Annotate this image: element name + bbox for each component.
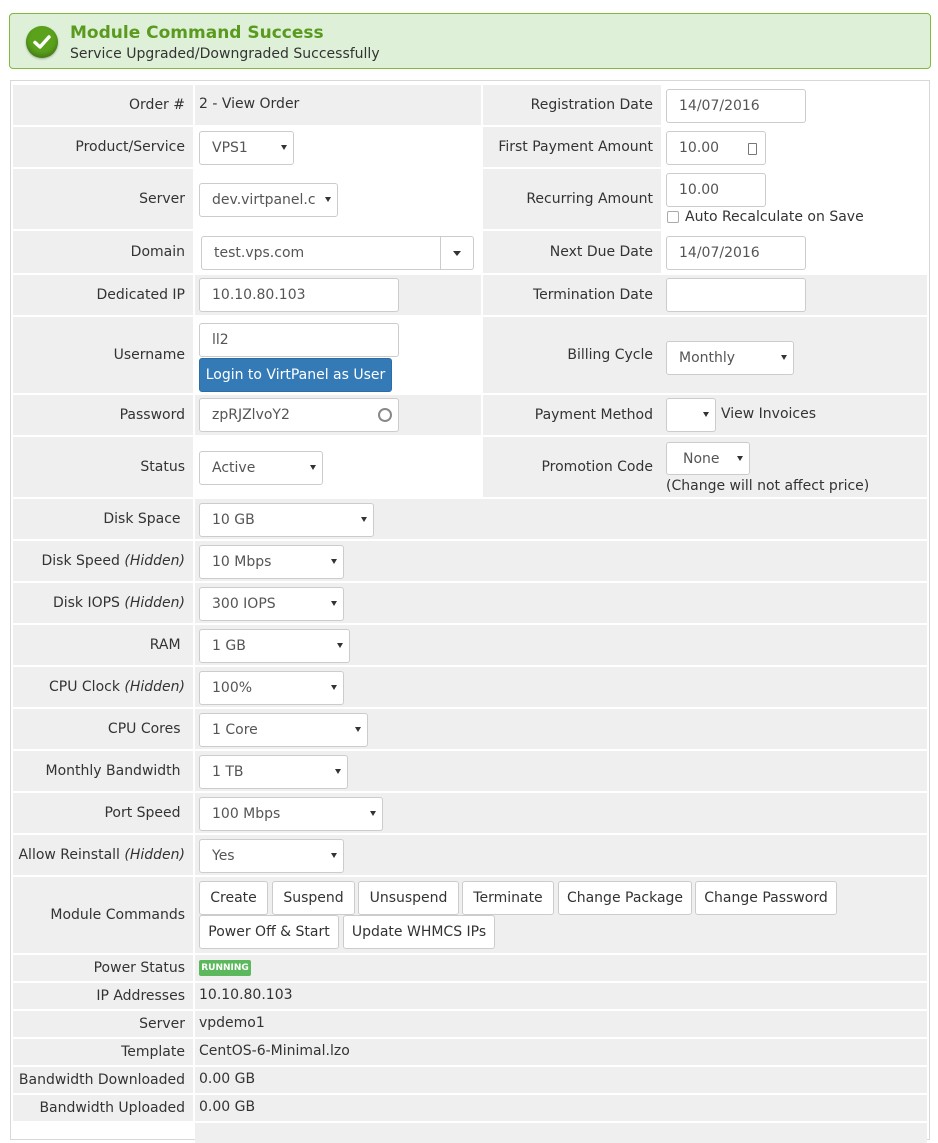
product-field [195,127,481,167]
option-field-ram [195,625,927,665]
option-label-disk-space: Disk Space [13,499,193,539]
first-payment-field [661,127,927,167]
next-due-date-input[interactable]: 14/07/2016 [666,236,806,270]
billing-cycle-select[interactable]: Monthly [666,341,794,375]
username-label: Username [13,317,193,393]
chevron-down-icon [331,685,337,690]
promotion-code-field [661,437,927,497]
product-select[interactable]: VPS1 [199,131,294,165]
generate-password-icon[interactable] [378,408,392,422]
view-invoices-link[interactable]: View Invoices [721,406,817,422]
payment-method-field [661,395,927,435]
chevron-down-icon [703,412,709,417]
domain-label: Domain [13,231,193,273]
trailing-row [195,1123,927,1143]
server-select[interactable]: dev.virtpanel.c [199,183,338,217]
registration-date-label: Registration Date [483,85,661,125]
chevron-down-icon [737,456,743,461]
info-server-field [195,1011,927,1037]
username-input[interactable]: ll2 [199,323,399,357]
billing-cycle-field [661,317,927,393]
alert-message: Service Upgraded/Downgraded Successfully [70,46,380,62]
server-field [195,169,481,229]
info-server-value: vpdemo1 [199,1015,265,1031]
order-link[interactable]: 2 - View Order [199,96,300,112]
domain-dropdown-button[interactable] [440,236,474,270]
option-field-allow-reinstall [195,835,927,875]
alert-title: Module Command Success [70,23,324,43]
dedicated-ip-label: Dedicated IP [13,275,193,315]
recurring-amount-input[interactable]: 10.00 [666,173,766,207]
first-payment-label: First Payment Amount [483,127,661,167]
module-commands-label: Module Commands [13,877,193,953]
option-field-disk-speed [195,541,927,581]
cpu-cores-select[interactable]: 1 Core [199,713,368,747]
bandwidth-uploaded-value: 0.00 GB [199,1099,256,1115]
order-field [195,85,481,125]
option-field-cpu-clock [195,667,927,707]
template-label: Template [13,1039,193,1065]
product-label: Product/Service [13,127,193,167]
unsuspend-button[interactable]: Unsuspend [358,881,459,915]
chevron-down-icon [281,145,287,150]
registration-date-field [661,85,927,125]
dedicated-ip-field [195,275,481,315]
option-field-disk-space [195,499,927,539]
option-label-monthly-bandwidth: Monthly Bandwidth [13,751,193,791]
termination-date-field [661,275,927,315]
power-off-start-button[interactable]: Power Off & Start [199,915,339,949]
status-field [195,437,481,497]
suspend-button[interactable]: Suspend [272,881,355,915]
success-alert [9,13,931,69]
chevron-down-icon [331,559,337,564]
caret-down-icon [453,251,461,256]
first-payment-input[interactable]: 10.00 [666,131,766,165]
chevron-down-icon [310,465,316,470]
bandwidth-downloaded-value: 0.00 GB [199,1071,256,1087]
password-field [195,395,481,435]
option-label-cpu-clock: CPU Clock (Hidden) [13,667,193,707]
chevron-down-icon [781,355,787,360]
template-value: CentOS-6-Minimal.lzo [199,1043,350,1059]
monthly-bandwidth-select[interactable]: 1 TB [199,755,348,789]
option-label-allow-reinstall: Allow Reinstall (Hidden) [13,835,193,875]
power-status-label: Power Status [13,955,193,981]
password-input[interactable]: zpRJZlvoY2 [199,398,399,432]
option-label-cpu-cores: CPU Cores [13,709,193,749]
change-password-button[interactable]: Change Password [695,881,837,915]
recurring-amount-field [661,169,927,229]
chevron-down-icon [355,727,361,732]
chevron-down-icon [335,769,341,774]
password-label: Password [13,395,193,435]
auto-recalculate-checkbox[interactable] [667,211,679,223]
disk-speed-select[interactable]: 10 Mbps [199,545,344,579]
create-button[interactable]: Create [199,881,268,915]
promotion-code-label: Promotion Code [483,437,661,497]
update-whmcs-ips-button[interactable]: Update WHMCS IPs [343,915,495,949]
check-icon [26,26,58,58]
order-label: Order # [13,85,193,125]
next-due-date-field [661,231,927,273]
login-as-user-button[interactable]: Login to VirtPanel as User [199,358,392,392]
change-package-button[interactable]: Change Package [558,881,692,915]
port-speed-select[interactable]: 100 Mbps [199,797,383,831]
recurring-amount-label: Recurring Amount [483,169,661,229]
chevron-down-icon [331,601,337,606]
chevron-down-icon [361,517,367,522]
option-field-disk-iops [195,583,927,623]
chevron-down-icon [370,811,376,816]
registration-date-input[interactable]: 14/07/2016 [666,89,806,123]
option-field-cpu-cores [195,709,927,749]
chevron-down-icon [331,853,337,858]
domain-field [195,231,481,273]
bandwidth-uploaded-label: Bandwidth Uploaded [13,1095,193,1121]
termination-date-input[interactable] [666,278,806,312]
auto-recalculate-label: Auto Recalculate on Save [685,209,864,225]
info-server-label: Server [13,1011,193,1037]
disk-space-select[interactable]: 10 GB [199,503,374,537]
server-label: Server [13,169,193,229]
ip-addresses-value: 10.10.80.103 [199,987,293,1003]
terminate-button[interactable]: Terminate [462,881,554,915]
cpu-clock-select[interactable]: 100% [199,671,344,705]
option-label-disk-speed: Disk Speed (Hidden) [13,541,193,581]
status-select[interactable]: Active [199,451,323,485]
domain-input[interactable]: test.vps.com [201,236,441,270]
payment-method-select[interactable] [666,398,716,432]
option-label-port-speed: Port Speed [13,793,193,833]
allow-reinstall-select[interactable]: Yes [199,839,344,873]
power-status-field [195,955,927,981]
option-field-monthly-bandwidth [195,751,927,791]
bandwidth-uploaded-field [195,1095,927,1121]
service-details-panel [10,80,930,1140]
username-field [195,317,481,393]
billing-cycle-label: Billing Cycle [483,317,661,393]
status-label: Status [13,437,193,497]
next-due-date-label: Next Due Date [483,231,661,273]
option-field-port-speed [195,793,927,833]
ip-addresses-field [195,983,927,1009]
option-label-ram: RAM [13,625,193,665]
chevron-down-icon [337,643,343,648]
chevron-down-icon [325,197,331,202]
module-commands-field [195,877,927,953]
disk-iops-select[interactable]: 300 IOPS [199,587,344,621]
bandwidth-downloaded-label: Bandwidth Downloaded [13,1067,193,1093]
bandwidth-downloaded-field [195,1067,927,1093]
calculator-icon[interactable] [748,143,757,155]
option-label-disk-iops: Disk IOPS (Hidden) [13,583,193,623]
payment-method-label: Payment Method [483,395,661,435]
ram-select[interactable]: 1 GB [199,629,350,663]
promotion-code-select[interactable]: None [666,442,750,475]
status-badge: RUNNING [199,960,251,976]
termination-date-label: Termination Date [483,275,661,315]
ip-addresses-label: IP Addresses [13,983,193,1009]
template-field [195,1039,927,1065]
dedicated-ip-input[interactable]: 10.10.80.103 [199,278,399,312]
promotion-code-note: (Change will not affect price) [666,478,870,494]
